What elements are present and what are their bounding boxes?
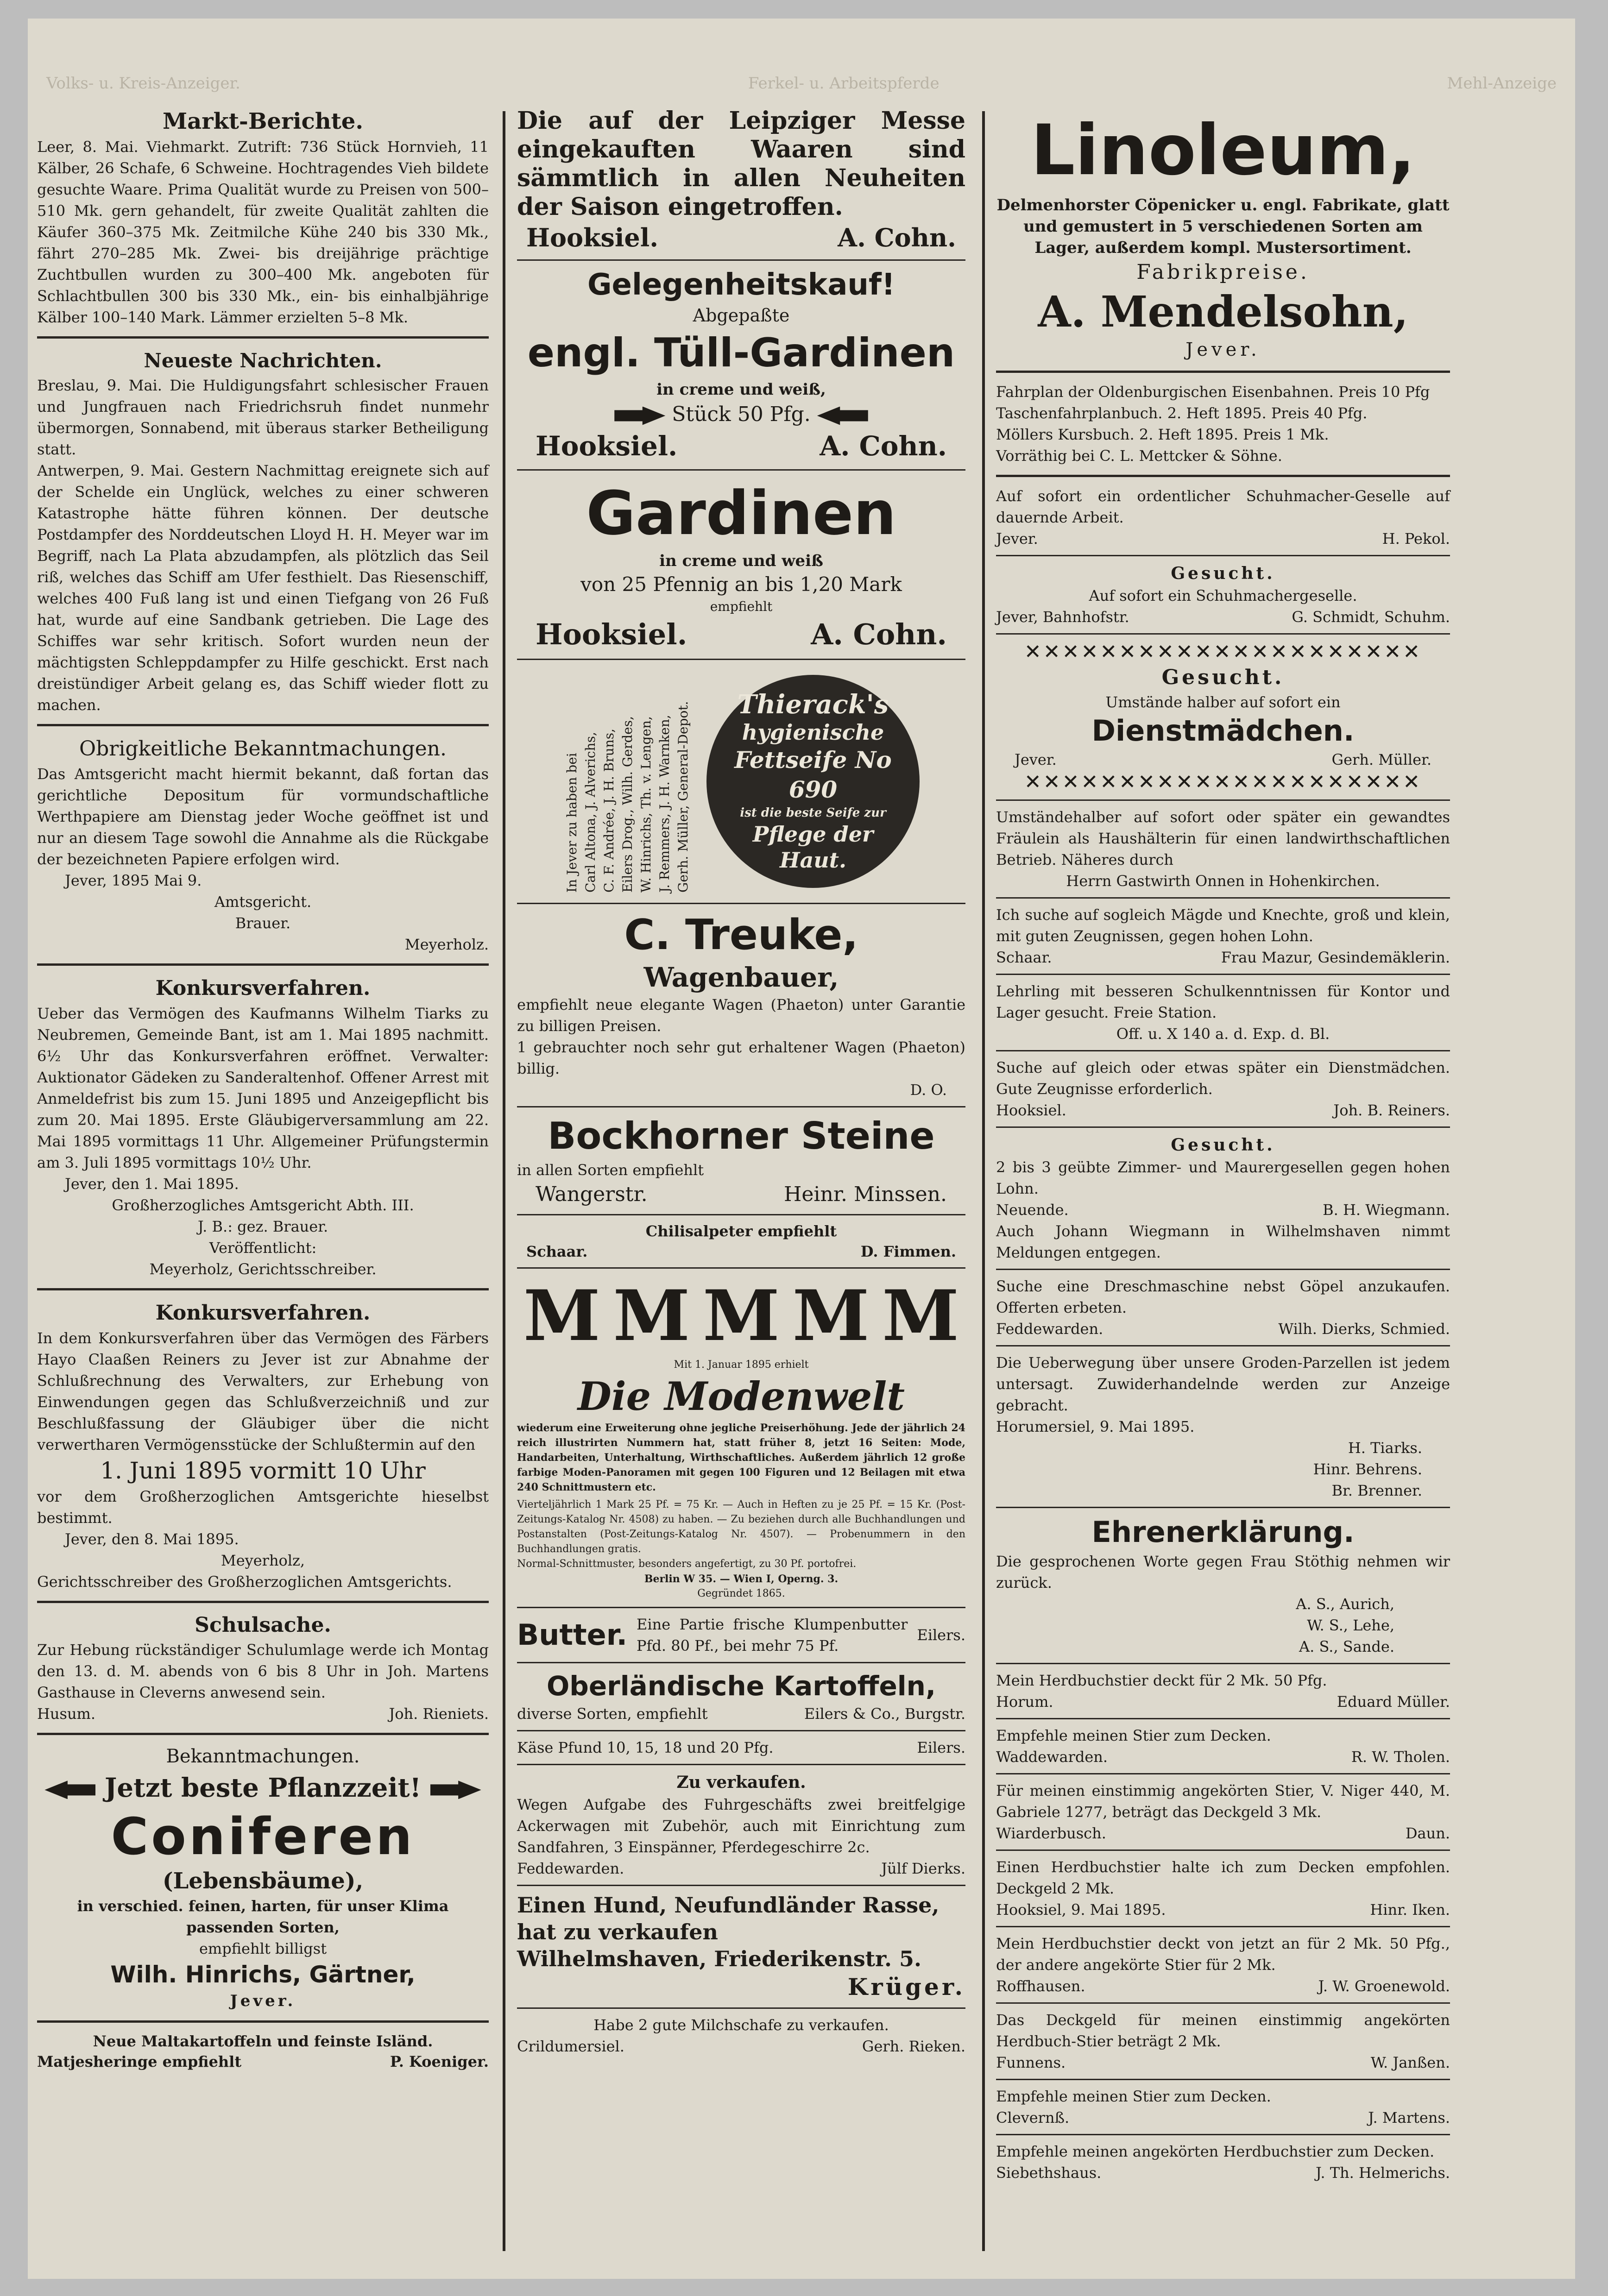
butter-text: Eine Partie frische Klumpenbutter Pfd. 80 Pf., bei mehr 75 Pf. bbox=[637, 1616, 908, 1654]
gesucht1-place: Jever, Bahnhofstr. bbox=[996, 608, 1129, 626]
herd4-text: Einen Herdbuchstier halte ich zum Decken empfohlen. Deckgeld 2 Mk. bbox=[996, 1858, 1450, 1897]
herd8-place: Siebethshaus. bbox=[996, 2164, 1102, 2182]
thierack-ad bbox=[517, 666, 965, 897]
monogram-logo: M bbox=[613, 1275, 690, 1357]
herdbuch-1 bbox=[996, 1670, 1450, 1712]
herd2-text: Empfehle meinen Stier zum Decken. bbox=[996, 1727, 1271, 1744]
faded-header-mid: Ferkel- u. Arbeitspferde bbox=[748, 74, 940, 93]
divider bbox=[996, 1718, 1450, 1719]
herd3-place: Wiarderbusch. bbox=[996, 1824, 1106, 1842]
thierack-vertical-list bbox=[563, 670, 693, 893]
herd5-place: Roffhausen. bbox=[996, 1977, 1085, 1995]
divider bbox=[37, 724, 489, 726]
herd4-name: Hinr. Iken. bbox=[1370, 1901, 1450, 1919]
schul-title: Schulsache. bbox=[195, 1613, 331, 1637]
divider bbox=[996, 974, 1450, 975]
markt-title: Markt-Berichte. bbox=[162, 108, 364, 134]
milchschafe-ad bbox=[517, 2014, 965, 2057]
thierack-vertical-line: J. Remmers, J. H. Warnken, bbox=[657, 715, 672, 893]
obrig-court: Amtsgericht. bbox=[214, 893, 312, 911]
hund-name: Krüger. bbox=[847, 1973, 965, 2000]
divider bbox=[37, 963, 489, 966]
pflanzzeit-headline: Jetzt beste Pflanzzeit! bbox=[104, 1773, 422, 1803]
thierack-vertical-line: Carl Altona, J. Alverichs, bbox=[583, 732, 598, 893]
schuhmacher-ad bbox=[996, 485, 1450, 549]
konkurs2-big: 1. Juni 1895 vormitt 10 Uhr bbox=[100, 1457, 426, 1484]
lehrling-ad bbox=[996, 981, 1450, 1044]
konkurs2-name: Meyerholz, bbox=[221, 1552, 305, 1569]
obrigkeitliche bbox=[37, 735, 489, 955]
linoleum-town: Jever. bbox=[1186, 339, 1261, 360]
column-3 bbox=[991, 107, 1455, 2183]
gelegen-place: Hooksiel. bbox=[536, 430, 678, 462]
pointing-hand-right-icon bbox=[614, 407, 665, 425]
hund-text1: Einen Hund, Neufundländer Rasse, hat zu verkaufen bbox=[517, 1893, 940, 1944]
thierack-vertical-line: C. F. Andrée, J. H. Bruns, bbox=[601, 729, 617, 893]
konkurs1-sig: J. B.: gez. Brauer. bbox=[197, 1218, 328, 1235]
gesucht2-name: B. H. Wiegmann. bbox=[1323, 1201, 1450, 1219]
mendelsohn-firm: A. Mendelsohn, bbox=[1038, 287, 1408, 337]
dresch-place: Feddewarden. bbox=[996, 1320, 1104, 1338]
konkurs1-pub: Veröffentlicht: bbox=[209, 1239, 317, 1257]
dienstmaedchen-ad bbox=[996, 640, 1450, 794]
divider bbox=[996, 1849, 1450, 1851]
butter-headline: Butter. bbox=[517, 1618, 628, 1652]
seal-line: Thierack's bbox=[737, 689, 889, 720]
herd8-text: Empfehle meinen angekörten Herdbuchstier zum Decken. bbox=[996, 2143, 1435, 2160]
treuke-name: C. Treuke, bbox=[624, 911, 858, 959]
tuell-gardinen-headline: engl. Tüll-Gardinen bbox=[527, 330, 955, 376]
bockhorner-firm: Heinr. Minssen. bbox=[784, 1183, 947, 1206]
groden-n2: Hinr. Behrens. bbox=[1313, 1460, 1422, 1478]
verkaufen-ad bbox=[517, 1771, 965, 1879]
herd3-name: Daun. bbox=[1405, 1824, 1450, 1842]
schul-name: Joh. Rieniets. bbox=[389, 1705, 489, 1723]
konkurs2-date: Jever, den 8. Mai 1895. bbox=[65, 1530, 239, 1548]
chili-firm: D. Fimmen. bbox=[860, 1243, 956, 1260]
schul-place: Husum. bbox=[37, 1705, 96, 1723]
kaese-line: Käse Pfund 10, 15, 18 und 20 Pfg. bbox=[517, 1739, 774, 1756]
dresch-text: Suche eine Dreschmaschine nebst Göpel anzukaufen. Offerten erbeten. bbox=[996, 1277, 1450, 1316]
herdbuch-2 bbox=[996, 1725, 1450, 1768]
dienst-headline: Dienstmädchen. bbox=[1091, 714, 1355, 748]
haus-text2: Herrn Gastwirth Onnen in Hohenkirchen. bbox=[1066, 872, 1380, 890]
hund-text2: Wilhelmshaven, Friederikenstr. 5. bbox=[517, 1946, 922, 1971]
modenwelt-title: Die Modenwelt bbox=[577, 1373, 905, 1419]
markt-text: Leer, 8. Mai. Viehmarkt. Zutrift: 736 Stück Hornvieh, 11 Kälber, 26 Schafe, 6 Schweine. Hochtragendes Vieh bildete gesuchte Waare. Prima Qualität wurde zu Preisen von 500–510 Mk. gern gehandelt, für zweite Qualität zahlten die Käufer 360–375 Mk. Zeitmilche Kühe 240 bis 330 Mk., fährt 270–285 Mk. Zwei- bis dreijährige prächtige Zuchtbullen wurden zu 300–400 Mk. angeboten für Schlachtbullen 300 bis 330 Mk., ein- bis einhalbjährige Kälber 100–140 Mark. Lämmer erzielten 5–8 Mk. bbox=[37, 138, 489, 326]
konkurs2-clerk: Gerichtsschreiber des Großherzoglichen Amtsgerichts. bbox=[37, 1573, 452, 1591]
divider bbox=[996, 1269, 1450, 1270]
gesucht-2 bbox=[996, 1133, 1450, 1263]
schuh-name: H. Pekol. bbox=[1382, 530, 1450, 547]
ehren-title: Ehrenerklärung. bbox=[1091, 1515, 1355, 1549]
gesucht1-text: Auf sofort ein Schuhmachergeselle. bbox=[1089, 587, 1357, 604]
gardinen-line1: in creme und weiß bbox=[659, 552, 823, 570]
maltakartoffeln bbox=[37, 2031, 489, 2072]
gardinen-place: Hooksiel. bbox=[536, 617, 687, 651]
divider bbox=[517, 1885, 965, 1886]
divider bbox=[996, 1345, 1450, 1346]
modenwelt-text: wiederum eine Erweiterung ohne jegliche Preiserhöhung. Jede der jährlich 24 reich illustrirten Nummern hat, statt früher 8, jetzt 16 Seiten: Mode, Handarbeiten, Unterhaltung, Wirthschaftliches. Außerdem jährlich 12 große farbige Moden-Panoramen mit gegen 100 Figuren und 12 Beilagen mit etwa 240 Schnittmustern etc. bbox=[517, 1422, 965, 1493]
herd1-place: Horum. bbox=[996, 1693, 1053, 1711]
divider bbox=[517, 1764, 965, 1765]
suche-ad bbox=[996, 1057, 1450, 1121]
newspaper-page bbox=[28, 19, 1575, 2279]
gelegen-title: Gelegenheitskauf! bbox=[587, 268, 895, 302]
gardinen-empf: empfiehlt bbox=[710, 599, 773, 614]
dresch-name: Wilh. Dierks, Schmied. bbox=[1278, 1320, 1450, 1338]
herd6-name: W. Janßen. bbox=[1370, 2054, 1450, 2071]
milch-text: Habe 2 gute Milchschafe zu verkaufen. bbox=[593, 2016, 889, 2034]
dienst-name: Gerh. Müller. bbox=[1331, 751, 1431, 768]
divider bbox=[996, 371, 1450, 373]
dienst-place: Jever. bbox=[1015, 751, 1057, 768]
bockhorner-line: in allen Sorten empfiehlt bbox=[517, 1161, 704, 1179]
malta-line2a: Matjesheringe empfiehlt bbox=[37, 2053, 242, 2070]
divider bbox=[37, 1288, 489, 1290]
thierack-vertical-line: Gerh. Müller, General-Depot. bbox=[675, 701, 691, 893]
groden-n1: H. Tiarks. bbox=[1348, 1439, 1422, 1457]
konkurs1-date: Jever, den 1. Mai 1895. bbox=[65, 1175, 239, 1193]
divider bbox=[517, 1662, 965, 1663]
maegde-text: Ich suche auf sogleich Mägde und Knechte, groß und klein, mit guten Zeugnissen, gegen hohen Lohn. bbox=[996, 906, 1450, 945]
seal-line: Pflege der bbox=[752, 822, 874, 847]
divider bbox=[517, 469, 965, 471]
herd3-text: Für meinen einstimmig angekörten Stier, V. Niger 440, M. Gabriele 1277, beträgt das Deckgeld 3 Mk. bbox=[996, 1782, 1450, 1821]
hinrichs-firm: Wilh. Hinrichs, Gärtner, bbox=[110, 1961, 416, 1988]
dienst-title: Gesucht. bbox=[1161, 666, 1285, 689]
obrig-name1: Brauer. bbox=[235, 914, 291, 932]
faded-header-left: Volks- u. Kreis-Anzeiger. bbox=[46, 74, 240, 93]
leipzig-firm: A. Cohn. bbox=[838, 223, 956, 252]
bekannt-title: Bekanntmachungen. bbox=[166, 1746, 360, 1767]
divider bbox=[517, 903, 965, 904]
divider bbox=[517, 1106, 965, 1107]
konkurs-1 bbox=[37, 974, 489, 1280]
monogram-logo: M bbox=[702, 1275, 780, 1357]
herdbuch-7 bbox=[996, 2086, 1450, 2128]
herdbuch-4 bbox=[996, 1856, 1450, 1920]
treuke-text: empfiehlt neue elegante Wagen (Phaeton) unter Garantie zu billigen Preisen. bbox=[517, 996, 965, 1035]
obrig-text: Das Amtsgericht macht hiermit bekannt, daß fortan das gerichtliche Depositum für vormundschaftliche Werthpapiere am Dienstag jeder Woche geöffnet ist und nur an diesem Tage sowohl die Annahme als die Rückgabe der bezeichneten Papiere erfolgen wird. bbox=[37, 765, 489, 868]
schul-text: Zur Hebung rückständiger Schulumlage werde ich Montag den 13. d. M. abends von 6 bis 8 Uhr in Joh. Martens Gasthause in Cleverns anwesend sein. bbox=[37, 1641, 489, 1701]
konkurs1-title: Konkursverfahren. bbox=[155, 976, 371, 1000]
gesucht2-text: 2 bis 3 geübte Zimmer- und Maurergesellen gegen hohen Lohn. bbox=[996, 1158, 1450, 1197]
modenwelt-text2: Vierteljährlich 1 Mark 25 Pf. = 75 Kr. — Auch in Heften zu je 25 Pf. = 15 Kr. (Post-Zeitungs-Katalog Nr. 4508) zu haben. — Zu beziehen durch alle Buchhandlungen und Postanstalten (Post-Zeitungs-Katalog Nr. 4507). — Probenummern in den Buchhandlungen gratis. bbox=[517, 1499, 965, 1555]
kaese-firm: Eilers. bbox=[917, 1739, 965, 1756]
fahrplan-l4: Vorräthig bei C. L. Mettcker & Söhne. bbox=[996, 447, 1282, 465]
herd6-text: Das Deckgeld für meinen einstimmig angekörten Herdbuch-Stier beträgt 2 Mk. bbox=[996, 2011, 1450, 2050]
thierack-vertical-line: Eilers Drog., Wilh. Gerdes, bbox=[620, 716, 635, 893]
gardinen-firm: A. Cohn. bbox=[811, 617, 947, 651]
faded-header-right: Mehl-Anzeige bbox=[1447, 74, 1557, 93]
suche-name: Joh. B. Reiners. bbox=[1333, 1101, 1450, 1119]
gardinen-headline: Gardinen bbox=[586, 478, 896, 548]
ehrenerklaerung bbox=[996, 1514, 1450, 1657]
konkurs2-text: In dem Konkursverfahren über das Vermögen des Färbers Hayo Claaßen Reiners zu Jever ist zur Abnahme der Schlußrechnung des Verwalters, zur Erhebung von Einwendungen gegen das Schlußverzeichniß und zur Beschlußfassung der Gläubiger über die nicht verwertharen Vermögensstücke der Schlußtermin auf den bbox=[37, 1329, 489, 1453]
divider bbox=[996, 555, 1450, 556]
treuke-ad bbox=[517, 910, 965, 1101]
schuh-place: Jever. bbox=[996, 530, 1038, 547]
ehren-n1: A. S., Aurich, bbox=[1296, 1595, 1394, 1613]
linoleum-preise: Fabrikpreise. bbox=[1136, 260, 1310, 284]
hund-ad bbox=[517, 1892, 965, 2002]
divider bbox=[996, 1050, 1450, 1051]
column-1 bbox=[28, 107, 498, 2072]
milch-place: Crildumersiel. bbox=[517, 2038, 624, 2055]
thierack-vertical-line: W. Hinrichs, Th. v. Lengen, bbox=[638, 716, 654, 893]
bockhorner-ad bbox=[517, 1113, 965, 1208]
thierack-seal bbox=[706, 675, 920, 888]
divider bbox=[517, 659, 965, 660]
treuke-sub: Wagenbauer, bbox=[643, 962, 839, 993]
divider bbox=[37, 1601, 489, 1603]
schuh-text: Auf sofort ein ordentlicher Schuhmacher-Geselle auf dauernde Arbeit. bbox=[996, 487, 1450, 526]
lebensbaeume: (Lebensbäume), bbox=[162, 1868, 364, 1894]
neueste-nachrichten bbox=[37, 347, 489, 716]
bockhorner-street: Wangerstr. bbox=[536, 1183, 648, 1206]
herd4-place: Hooksiel, 9. Mai 1895. bbox=[996, 1901, 1166, 1919]
dienst-line: Umstände halber auf sofort ein bbox=[1105, 693, 1341, 711]
gelegen-sub: Abgepaßte bbox=[693, 305, 790, 326]
divider bbox=[996, 799, 1450, 801]
treuke-sig: D. O. bbox=[910, 1081, 947, 1099]
gesucht1-title: Gesucht. bbox=[1171, 564, 1275, 583]
gardinen-line2: von 25 Pfennig an bis 1,20 Mark bbox=[580, 573, 902, 596]
herdbuch-6 bbox=[996, 2009, 1450, 2073]
neueste-title: Neueste Nachrichten. bbox=[144, 349, 382, 372]
seal-line: Fettseife No 690 bbox=[734, 746, 892, 803]
linoleum-text: Delmenhorster Cöpenicker u. engl. Fabrikate, glatt und gemustert in 5 verschiedenen Sorten am Lager, außerdem kompl. Mustersortiment. bbox=[996, 196, 1450, 257]
bekanntmachungen bbox=[37, 1743, 489, 2012]
kartoffeln-firm: Eilers & Co., Burgstr. bbox=[804, 1705, 965, 1723]
fahrplan-l1: Fahrplan der Oldenburgischen Eisenbahnen. Preis 10 Pfg bbox=[996, 383, 1430, 401]
verkaufen-name: Jülf Dierks. bbox=[881, 1860, 965, 1877]
pointing-hand-left-icon bbox=[44, 1780, 95, 1799]
divider bbox=[996, 2134, 1450, 2135]
suche-place: Hooksiel. bbox=[996, 1101, 1066, 1119]
leipziger-messe-ad bbox=[517, 107, 965, 254]
gesucht-1 bbox=[996, 562, 1450, 628]
chili-place: Schaar. bbox=[526, 1243, 588, 1260]
lehrling-text: Lehrling mit besseren Schulkenntnissen für Kontor und Lager gesucht. Freie Station. bbox=[996, 982, 1450, 1021]
herdbuch-8 bbox=[996, 2141, 1450, 2183]
fahrplan-l2: Taschenfahrplanbuch. 2. Heft 1895. Preis 40 Pfg. bbox=[996, 404, 1368, 422]
herd7-name: J. Martens. bbox=[1368, 2109, 1450, 2126]
border-cross-row: ✕✕✕✕✕✕✕✕✕✕✕✕✕✕✕✕✕✕✕✕✕ bbox=[1024, 640, 1422, 664]
herd5-name: J. W. Groenewold. bbox=[1318, 1977, 1450, 1995]
ehren-n2: W. S., Lehe, bbox=[1307, 1617, 1394, 1634]
coniferen-empf: empfiehlt billigst bbox=[199, 1940, 327, 1957]
leipzig-text: Die auf der Leipziger Messe eingekauften Waaren sind sämmtlich in allen Neuheiten der Saison eingetroffen. bbox=[517, 107, 965, 221]
gelegen-price: Stück 50 Pfg. bbox=[672, 403, 811, 426]
fahrplan-l3: Möllers Kursbuch. 2. Heft 1895. Preis 1 Mk. bbox=[996, 426, 1329, 443]
chilisalpeter-ad bbox=[517, 1221, 965, 1262]
linoleum-headline: Linoleum, bbox=[1030, 110, 1416, 191]
coniferen-headline: Coniferen bbox=[111, 1807, 415, 1866]
butter-ad bbox=[517, 1614, 965, 1656]
gelegen-line: in creme und weiß, bbox=[656, 380, 826, 399]
modenwelt-year: Gegründet 1865. bbox=[697, 1588, 785, 1599]
maegde-ad bbox=[996, 904, 1450, 968]
divider bbox=[996, 897, 1450, 899]
modenwelt-addr: Berlin W 35. — Wien I, Operng. 3. bbox=[644, 1573, 839, 1585]
gelegenheitskauf-ad bbox=[517, 266, 965, 464]
gelegen-firm: A. Cohn. bbox=[820, 430, 947, 462]
herdbuch-3 bbox=[996, 1780, 1450, 1844]
groden-n3: Br. Brenner. bbox=[1331, 1482, 1422, 1499]
obrig-name2: Meyerholz. bbox=[404, 936, 489, 953]
leipzig-place: Hooksiel. bbox=[526, 223, 659, 252]
divider bbox=[517, 1267, 965, 1269]
column-2 bbox=[510, 107, 973, 2057]
bockhorner-headline: Bockhorner Steine bbox=[548, 1114, 935, 1157]
modenwelt-ad bbox=[517, 1274, 965, 1601]
seal-line: Haut. bbox=[780, 848, 846, 873]
haushaelterin-ad bbox=[996, 806, 1450, 892]
hinrichs-town: Jever. bbox=[230, 1992, 296, 2010]
groden-date: Horumersiel, 9. Mai 1895. bbox=[996, 1418, 1195, 1435]
divider bbox=[996, 2002, 1450, 2004]
verkaufen-title: Zu verkaufen. bbox=[676, 1773, 806, 1792]
divider bbox=[996, 2079, 1450, 2080]
wiegmann-text: Auch Johann Wiegmann in Wilhelmshaven nimmt Meldungen entgegen. bbox=[996, 1222, 1450, 1261]
ehren-text: Die gesprochenen Worte gegen Frau Stöthig nehmen wir zurück. bbox=[996, 1553, 1450, 1591]
neueste-p2: Antwerpen, 9. Mai. Gestern Nachmittag ereignete sich auf der Schelde ein Unglück, welches zu einer schweren Katastrophe hätte führen können. Der deutsche Postdampfer des Norddeutschen Lloyd H. H. Meyer war im Begriff, nach La Plata abzudampfen, als plötzlich das Seil riß, welches das Schiff am Ufer festhielt. Das Riesenschiff, welches 400 Fuß lang ist und einen Tiefgang von 26 Fuß hat, wurde auf eine Sandbank getrieben. Die Lage des Schiffes war sehr kritisch. Sofort wurden neun der mächtigsten Schleppdampfer zu Hilfe geschickt. Erst nach dreistündiger Arbeit gelang es, das Schiff wieder flott zu machen. bbox=[37, 462, 489, 714]
modenwelt-small: Mit 1. Januar 1895 erhielt bbox=[674, 1359, 809, 1371]
divider bbox=[37, 336, 489, 339]
divider bbox=[517, 2007, 965, 2009]
malta-line1: Neue Maltakartoffeln und feinste Isländ. bbox=[93, 2032, 433, 2050]
treuke-text2: 1 gebrauchter noch sehr gut erhaltener Wagen (Phaeton) billig. bbox=[517, 1038, 965, 1077]
faded-header bbox=[46, 74, 1557, 93]
divider bbox=[996, 1663, 1450, 1664]
schulsache bbox=[37, 1611, 489, 1724]
gesucht2-place: Neuende. bbox=[996, 1201, 1069, 1219]
monogram-logo: M bbox=[882, 1275, 959, 1357]
divider bbox=[517, 1607, 965, 1608]
gardinen-ad bbox=[517, 476, 965, 653]
divider bbox=[996, 1507, 1450, 1508]
verkaufen-text: Wegen Aufgabe des Fuhrgeschäfts zwei breitfelgige Ackerwagen mit Zubehör, auch mit Einrichtung zum Sandfahren, 3 Einspänner, Pferdegeschirre 2c. bbox=[517, 1796, 965, 1856]
divider bbox=[517, 1730, 965, 1731]
thierack-vertical-line: In Jever zu haben bei bbox=[564, 753, 580, 893]
gesucht2-title: Gesucht. bbox=[1171, 1135, 1275, 1155]
obrig-date: Jever, 1895 Mai 9. bbox=[65, 872, 202, 889]
divider bbox=[996, 1126, 1450, 1128]
modenwelt-text3: Normal-Schnittmuster, besonders angefertigt, zu 30 Pf. portofrei. bbox=[517, 1558, 857, 1570]
konkurs-2 bbox=[37, 1299, 489, 1592]
divider bbox=[517, 259, 965, 261]
herd7-text: Empfehle meinen Stier zum Decken. bbox=[996, 2088, 1271, 2105]
konkurs2-title: Konkursverfahren. bbox=[155, 1301, 371, 1325]
verkaufen-place: Feddewarden. bbox=[517, 1860, 624, 1877]
divider bbox=[996, 1926, 1450, 1927]
kaese-ad bbox=[517, 1737, 965, 1758]
divider bbox=[996, 1773, 1450, 1774]
herd5-text: Mein Herdbuchstier deckt von jetzt an für 2 Mk. 50 Pfg., der andere angekörte Stier für 2 Mk. bbox=[996, 1935, 1450, 1974]
maegde-place: Schaar. bbox=[996, 949, 1052, 966]
konkurs1-text: Ueber das Vermögen des Kaufmanns Wilhelm Tiarks zu Neubremen, Gemeinde Bant, ist am 1. Mai 1895 nachmitt. 6½ Uhr das Konkursverfahren eröffnet. Verwalter: Auktionator Gädeken zu Sanderaltenhof. Offener Arrest mit Anmeldefrist bis zum 15. Juni 1895 und Anzeigepflicht bis zum 20. Mai 1895. Erste Gläubigerversammlung am 22. Mai 1895 vormittags 11 Uhr. Allgemeiner Prüfungstermin am 3. Juli 1895 vormittags 10½ Uhr. bbox=[37, 1005, 489, 1171]
divider bbox=[517, 1214, 965, 1215]
kartoffeln-ad bbox=[517, 1669, 965, 1724]
groden-text: Die Ueberwegung über unsere Groden-Parzellen ist jedem untersagt. Zuwiderhandelnde werden zur Anzeige gebracht. bbox=[996, 1354, 1450, 1414]
milch-name: Gerh. Rieken. bbox=[862, 2038, 965, 2055]
seal-line: hygienische bbox=[742, 720, 884, 745]
border-cross-row: ✕✕✕✕✕✕✕✕✕✕✕✕✕✕✕✕✕✕✕✕✕ bbox=[1024, 770, 1422, 794]
groden-notice bbox=[996, 1352, 1450, 1501]
monogram-logo: M bbox=[523, 1275, 600, 1357]
markt-berichte bbox=[37, 107, 489, 328]
seal-line: ist die beste Seife zur bbox=[740, 806, 886, 820]
modenwelt-monograms bbox=[517, 1274, 965, 1358]
neueste-p1: Breslau, 9. Mai. Die Huldigungsfahrt schlesischer Frauen und Jungfrauen nach Friedrichsruh findet nunmehr übermorgen, Sonnabend, mit überaus starker Betheiligung statt. bbox=[37, 377, 489, 458]
divider bbox=[37, 2020, 489, 2023]
konkurs2-text2: vor dem Großherzoglichen Amtsgerichte hieselbst bestimmt. bbox=[37, 1488, 489, 1527]
herd2-place: Waddewarden. bbox=[996, 1748, 1108, 1766]
dreschmaschine-ad bbox=[996, 1276, 1450, 1340]
fahrplan-ad bbox=[996, 381, 1450, 466]
herdbuch-5 bbox=[996, 1933, 1450, 1997]
herd6-place: Funnens. bbox=[996, 2054, 1066, 2071]
pointing-hand-left-icon bbox=[817, 407, 868, 425]
konkurs1-court: Großherzogliches Amtsgericht Abth. III. bbox=[112, 1196, 414, 1214]
kartoffeln-headline: Oberländische Kartoffeln, bbox=[547, 1670, 936, 1702]
herd7-place: Clevernß. bbox=[996, 2109, 1070, 2126]
pointing-hand-right-icon bbox=[430, 1780, 481, 1799]
haus-text: Umständehalber auf sofort oder später ein gewandtes Fräulein als Haushälterin für einen landwirthschaftlichen Betrieb. Näheres durch bbox=[996, 808, 1450, 868]
coniferen-desc: in verschied. feinen, harten, für unser Klima passenden Sorten, bbox=[77, 1897, 449, 1936]
ehren-n3: A. S., Sande. bbox=[1299, 1638, 1394, 1655]
malta-name: P. Koeniger. bbox=[390, 2053, 489, 2070]
herd1-text: Mein Herdbuchstier deckt für 2 Mk. 50 Pfg. bbox=[996, 1672, 1327, 1689]
lehrling-off: Off. u. X 140 a. d. Exp. d. Bl. bbox=[1116, 1025, 1330, 1043]
suche-text: Suche auf gleich oder etwas später ein Dienstmädchen. Gute Zeugnisse erforderlich. bbox=[996, 1059, 1450, 1098]
divider bbox=[996, 633, 1450, 635]
divider bbox=[996, 475, 1450, 477]
herd2-name: R. W. Tholen. bbox=[1351, 1748, 1450, 1766]
butter-firm: Eilers. bbox=[917, 1626, 965, 1644]
herd1-name: Eduard Müller. bbox=[1337, 1693, 1450, 1711]
herd8-name: J. Th. Helmerichs. bbox=[1316, 2164, 1450, 2182]
gesucht1-name: G. Schmidt, Schuhm. bbox=[1292, 608, 1450, 626]
kartoffeln-line: diverse Sorten, empfiehlt bbox=[517, 1705, 708, 1723]
obrig-title: Obrigkeitliche Bekanntmachungen. bbox=[79, 737, 447, 761]
chili-line: Chilisalpeter empfiehlt bbox=[645, 1222, 837, 1240]
maegde-name: Frau Mazur, Gesindemäklerin. bbox=[1221, 949, 1450, 966]
column-rule-2 bbox=[982, 111, 985, 2251]
divider bbox=[37, 1733, 489, 1735]
linoleum-ad bbox=[996, 107, 1450, 362]
konkurs1-clerk: Meyerholz, Gerichtsschreiber. bbox=[149, 1260, 377, 1278]
column-rule-1 bbox=[503, 111, 505, 2251]
monogram-logo: M bbox=[792, 1275, 870, 1357]
